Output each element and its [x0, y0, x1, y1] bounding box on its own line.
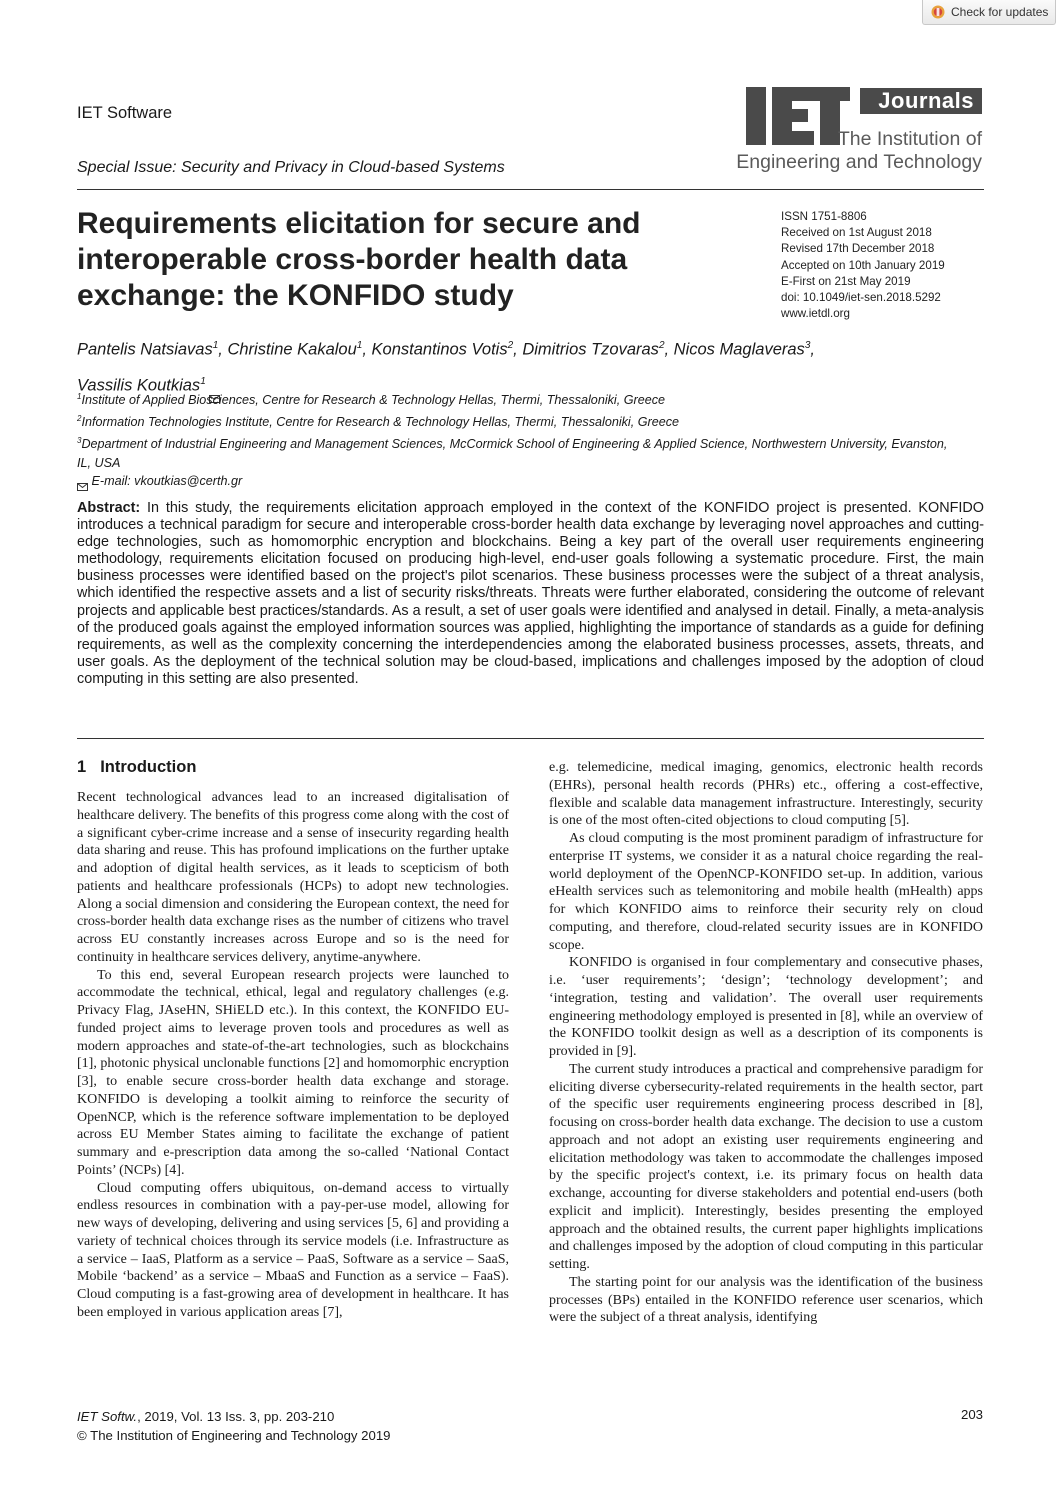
author-affiliation-mark: 1	[212, 340, 219, 351]
check-for-updates-label: Check for updates	[951, 5, 1049, 19]
page-number: 203	[960, 1407, 983, 1422]
footer-citation	[77, 1407, 391, 1445]
section-heading	[77, 758, 196, 777]
author-separator: ,	[218, 340, 228, 359]
author-name: Dimitrios Tzovaras	[522, 340, 659, 359]
author-name: Nicos Maglaveras	[673, 340, 805, 359]
author-affiliation-mark: 1	[200, 375, 206, 387]
revised-date: Revised 17th December 2018	[781, 242, 935, 256]
author-separator: ,	[810, 340, 815, 359]
body-paragraph: e.g. telemedicine, medical imaging, genomics, electronic health records (EHRs), personal health records (PHRs) etc., offering a cost-effective, flexible and scalable data management infrastructure. Interestingly, security is one of the most often-cited objections to cloud computing [5].	[549, 760, 983, 829]
issn: ISSN 1751-8806	[781, 210, 867, 223]
affiliation-number: 2	[77, 413, 82, 423]
abstract	[77, 500, 984, 688]
corresponding-email[interactable]	[77, 472, 957, 491]
author-name: Pantelis Natsiavas	[77, 340, 213, 359]
affiliation-text: Department of Industrial Engineering and Management Sciences, McCormick School of Engineering & Applied Science, Northwestern University, Evanston, IL, USA	[77, 436, 948, 470]
email-text: E-mail: vkoutkias@certh.gr	[91, 474, 243, 489]
doi[interactable]: doi: 10.1049/iet-sen.2018.5292	[781, 291, 941, 305]
section-number: 1	[77, 758, 87, 776]
author-separator: ,	[362, 340, 372, 359]
abstract-text: In this study, the requirements elicitation approach employed in the context of the KONFIDO project is presented. KONFIDO introduces a technical paradigm for secure and interoperable cross-border health data exchange by leveraging novel approaches and cutting-edge technologies, such as homomorphic encryption and blockchains. Being a key part of the overall user requirements engineering methodology, requirements elicitation focused on producing high-level, end-user goals following a systematic procedure. First, the main business processes were identified based on the project's pilot scenarios. These business processes were the subject of a threat analysis, which identified the respective assets and a list of security risks/threats. Threats were further elaborated, considering the outcome of relevant projects and applicable best practices/standards. As a result, a set of user goals were identified and analysed in detail. Finally, a meta-analysis of the produced goals against the employed information sources was applied, highlighting the importance of standards as a guide for defining requirements, as well as the complexity concerning the interdependencies among the elaborated business processes, assets, threats, and user goals. As the deployment of the technical solution may be cloud-based, implications and challenges imposed by the adoption of cloud computing in this setting are also presented.	[77, 500, 984, 687]
author-affiliation-mark: 3	[804, 340, 811, 351]
article-title: Requirements elicitation for secure and interoperable cross-border health data exchange: the KONFIDO study	[77, 207, 641, 312]
body-paragraph: Recent technological advances lead to an increased digitalisation of healthcare delivery. The benefits of this progress come along with the cost of a significant cyber-crime increase and a sense of insecurity regarding health data sharing and reuse. This has profound implications on the further uptake and adoption of digital health services, as it leads to scepticism of both patients and healthcare professionals (HCPs) to adopt new technologies. Along a social dimension and considering the European context, the need for cross-border health data exchange rises as the number of citizens who travel across EU constantly increases across Europe and so is the need for continuity in healthcare services delivery, anytime-anywhere.	[77, 790, 509, 965]
abstract-divider	[77, 738, 984, 739]
body-paragraph: Cloud computing offers ubiquitous, on-demand access to virtually endless resources in combination with a pay-per-use model, allowing for new ways of developing, delivering and using services [5, 6] and providing a variety of technical choices through its service models (i.e. Infrastructure as a service – IaaS, Platform as a service – PaaS, Software as a service – SaaS, Mobile ‘backend’ as a service – MbaaS and Function as a service – FaaS). Cloud computing is a fast-growing area of development in healthcare. It has been employed in various application areas [7],	[77, 1180, 509, 1320]
body-paragraph: As cloud computing is the most prominent paradigm of infrastructure for enterprise IT systems, we consider it as a natural choice regarding the real-world deployment of the OpenNCP-KONFIDO set-up. In addition, various eHealth services such as telemonitoring and mobile health (mHealth) apps for which KONFIDO aims to reinforce their security rely on cloud computing, and therefore, cloud-related security issues are in KONFIDO scope.	[549, 831, 983, 953]
iet-wordmark-logo	[746, 87, 850, 145]
institution-line1: The Institution of	[837, 128, 982, 150]
mail-icon	[77, 478, 88, 486]
check-for-updates-button[interactable]	[922, 0, 1056, 25]
special-issue: Special Issue: Security and Privacy in Cloud-based Systems	[77, 159, 505, 176]
affiliation-number: 1	[77, 392, 82, 401]
affiliation	[77, 410, 957, 432]
body-paragraph: To this end, several European research projects were launched to accommodate the technical, ethical, legal and regulatory challenges (e.g. Privacy Flag, JAseHN, SHiELD etc.). In this context, the KONFIDO EU-funded project aims to leverage proven tools and procedures as well as modern approaches and state-of-the-art technologies, such as blockchains [1], photonic physical unclonable functions [2] and homomorphic encryption [3], to enable secure cross-border health data exchange and storage. KONFIDO is developing a toolkit aiming to reinforce the security of OpenNCP, which is the reference software implementation to be deployed across EU Member States aiming to facilitate the exchange of patient summary and e-prescription data among the so-called ‘National Contact Points’ (NCPs) [4].	[77, 967, 509, 1178]
journal-url[interactable]: www.ietdl.org	[781, 307, 850, 321]
author-name: Konstantinos Votis	[371, 340, 508, 359]
affiliations	[77, 388, 957, 491]
affiliation-text: Institute of Applied Biosciences, Centre for Research & Technology Hellas, Thermi, Thessaloniki, Greece	[81, 393, 666, 408]
copyright: © The Institution of Engineering and Technology 2019	[77, 1428, 391, 1443]
left-column	[77, 789, 509, 1322]
author-name: Vassilis Koutkias	[77, 376, 201, 394]
received-date: Received on 1st August 2018	[781, 226, 932, 240]
affiliation	[77, 388, 957, 410]
author-affiliation-mark: 1	[356, 340, 363, 351]
body-paragraph: KONFIDO is organised in four complementary and consecutive phases, i.e. ‘user requirements’; ‘design’; ‘technology development’; and ‘integration, testing and validation’. The overall user requirements engineering methodology employed is presented in [8], while an overview of the KONFIDO toolkit design as well as a description of its components is provided in [9].	[549, 955, 983, 1059]
affiliation-number: 3	[77, 435, 82, 445]
author-name: Christine Kakalou	[227, 340, 357, 359]
citation-details: , 2019, Vol. 13 Iss. 3, pp. 203-210	[137, 1409, 335, 1424]
body-paragraph: The current study introduces a practical and comprehensive paradigm for eliciting diverse cybersecurity-related requirements in the health sector, part of the specific user requirements engineering process described in [8], focusing on cross-border health data exchange. The decision to use a custom approach and not adopt an existing user requirements engineering and elicitation methodology was taken to accommodate the challenges imposed by the specific project's context, i.e. its primary focus on health data exchange, accounting for diverse stakeholders and potential end-users (both explicit and implicit). Interestingly, besides presenting the employed approach and the obtained results, the current paper highlights implications and challenges imposed by the adoption of cloud computing in this particular setting.	[549, 1061, 983, 1272]
crossmark-icon	[931, 5, 945, 19]
iet-journals-logo	[736, 87, 984, 177]
header-divider	[77, 189, 984, 190]
journals-label: Journals	[860, 88, 982, 114]
author-separator: ,	[513, 340, 523, 359]
journal-name: IET Software	[77, 104, 173, 122]
author-affiliation-mark: 2	[658, 340, 665, 351]
affiliation-text: Information Technologies Institute, Centre for Research & Technology Hellas, Thermi, Thessaloniki, Greece	[81, 415, 680, 430]
journal-abbrev: IET Softw.	[77, 1409, 138, 1424]
accepted-date: Accepted on 10th January 2019	[781, 258, 945, 272]
affiliation	[77, 432, 957, 473]
author-affiliation-mark: 2	[507, 340, 514, 351]
body-paragraph: The starting point for our analysis was the identification of the business processes (BPs) entailed in the KONFIDO reference user scenarios, which were the subject of a threat analysis, identifying	[549, 1274, 983, 1326]
abstract-label: Abstract:	[77, 500, 141, 516]
institution-line2: Engineering and Technology	[736, 151, 982, 173]
author-separator: ,	[664, 340, 674, 359]
right-column	[549, 759, 983, 1327]
efirst-date: E-First on 21st May 2019	[781, 274, 911, 288]
section-title: Introduction	[100, 758, 197, 776]
article-metadata	[781, 209, 945, 322]
